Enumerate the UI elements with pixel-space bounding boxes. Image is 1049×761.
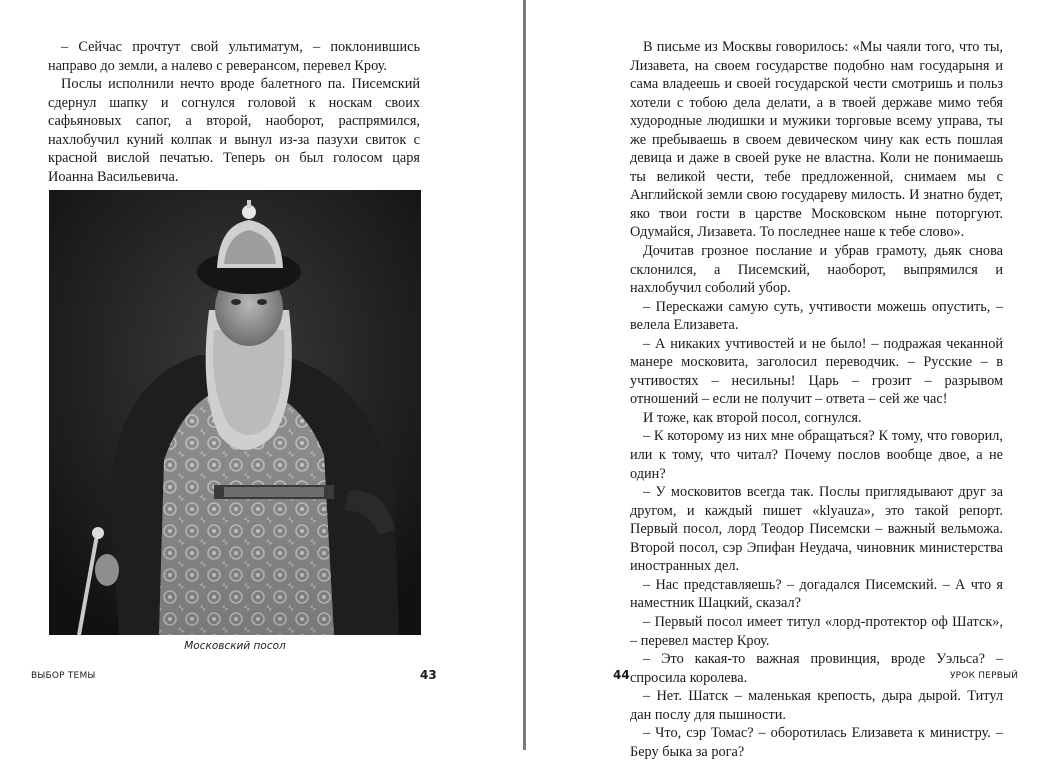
- left-paragraph: Послы исполнили нечто вроде балетного па. Писемский сдернул шапку и согнулся головой к носкам своих сафьяновых сапог, а второй, наоборот, распрямился, нахлобучил куний колпак и вынул из-за пазухи свиток с красной вислой печатью. Теперь он был голосом царя Иоанна Васильевича.: [48, 76, 420, 185]
- ambassador-portrait-image: [49, 190, 421, 635]
- running-footer-left: ВЫБОР ТЕМЫ: [31, 671, 96, 681]
- right-paragraph: – У московитов всегда так. Послы приглядывают друг за другом, и каждый пишет «klyauza», это такой репорт. Первый посол, лорд Теодор Писемски – важный вельможа. Второй посол, сэр Эпифан Неудача, чиновник министерства иностранных дел.: [630, 484, 1003, 575]
- page-number-left: 43: [420, 668, 437, 682]
- right-page: [526, 0, 1049, 760]
- right-paragraph: – Первый посол имеет титул «лорд-протектор оф Шатск», – перевел мастер Кроу.: [630, 613, 1003, 649]
- right-paragraph: И тоже, как второй посол, согнулся.: [643, 409, 862, 426]
- right-paragraph: – К которому из них мне обращаться? К тому, что говорил, или к тому, что читал? Почему послов вообще двое, а не один?: [630, 428, 1003, 482]
- left-paragraph: – Сейчас прочтут свой ультиматум, – поклонившись направо до земли, а налево с реверансом, перевел Кроу.: [48, 39, 420, 74]
- right-paragraph: В письме из Москвы говорилось: «Мы чаяли того, что ты, Лизавета, на своем государстве подобно нам государыня и сама владеешь и своей государской чести смотришь и польз хотели с тобою дела делати, а в твоей державе мимо тебя худородные людишки и мужики торговые всему управа, ты же пребываешь в своем девическом чину как есть пошлая девица и даже в своей руке не властна. Коли не понимаешь ты великой чести, тебе предложенной, снимаем мы с Английской земли свою государеву милость. И знатно будет, яко твои гости в царстве Московском ныне поторгуют. Одумайся, Лизавета. То последнее наше к тебе слово».: [630, 39, 1003, 241]
- illustration-caption: Московский посол: [184, 640, 286, 652]
- left-page: [0, 0, 523, 750]
- right-page-text: [630, 38, 1003, 761]
- right-paragraph: – Перескажи самую суть, учтивости можешь опустить, – велела Елизавета.: [630, 298, 1003, 334]
- page-number-right: 44: [613, 668, 630, 682]
- running-footer-right: УРОК ПЕРВЫЙ: [950, 671, 1019, 681]
- right-paragraph: Дочитав грозное послание и убрав грамоту, дьяк снова склонился, а Писемский, наоборот, выпрямился и нахлобучил соболий убор.: [630, 243, 1003, 297]
- right-paragraph: – Нет. Шатск – маленькая крепость, дыра дырой. Титул дан послу для пышности.: [630, 688, 1003, 723]
- right-paragraph: – А никаких учтивостей и не было! – подражая чеканной манере московита, заголосил переводчик. – Русские – в учтивостях – несильны! Царь – грозит – разрывом отношений – если не получит – ответа – сей же час!: [630, 335, 1003, 408]
- portrait-illustration: [49, 190, 421, 635]
- left-page-text: [48, 38, 420, 186]
- right-paragraph: – Это какая-то важная провинция, вроде Уэльса? – спросила королева.: [630, 651, 1003, 686]
- right-paragraph: – Нас представляешь? – догадался Писемский. – А что я наместник Шацкий, сказал?: [630, 576, 1003, 612]
- right-paragraph: – Что, сэр Томас? – оборотилась Елизавета к министру. – Беру быка за рога?: [630, 725, 1003, 760]
